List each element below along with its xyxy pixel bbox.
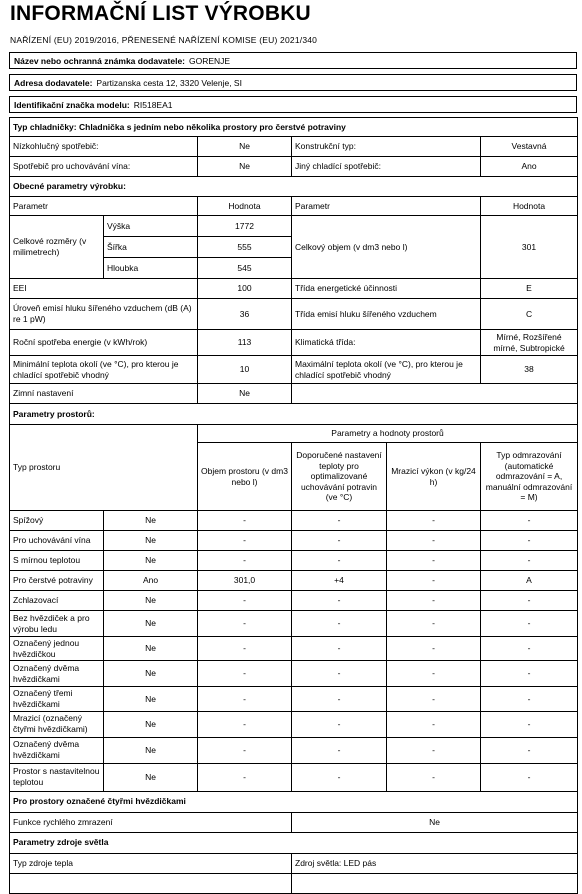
compartment-value: - [481, 511, 578, 531]
compartment-value: - [387, 571, 481, 591]
compartment-value: - [198, 531, 292, 551]
compartment-value: - [292, 637, 387, 661]
table-row: Minimální teplota okolí (ve °C), pro kterou je chladící spotřebič vhodný 10 Maximální teplota okolí (ve °C), pro kterou je chladící spotřebič vhodný 38 [10, 356, 578, 384]
model-id: RI518EA1 [133, 99, 173, 110]
compartment-value: - [387, 611, 481, 637]
table-row [10, 737, 578, 763]
table-row: Hloubka 545 [10, 258, 578, 279]
compartment-value: - [292, 737, 387, 763]
table-row [10, 637, 578, 661]
compartment-value: Ne [104, 637, 198, 661]
compartment-value: - [387, 687, 481, 711]
compartment-value: - [198, 687, 292, 711]
compartment-value: - [198, 511, 292, 531]
table-row: Typ zdroje tepla Zdroj světla: LED pás [10, 853, 578, 873]
compartment-value: - [481, 763, 578, 791]
compartment-value: Ne [104, 551, 198, 571]
table-row [10, 687, 578, 711]
compartment-type: Označený třemi hvězdičkami [10, 687, 104, 711]
compartment-value: Ano [104, 571, 198, 591]
table-row [10, 661, 578, 687]
compartment-value: Ne [104, 591, 198, 611]
table-row [10, 591, 578, 611]
compartment-value: - [387, 511, 481, 531]
compartment-value: - [387, 661, 481, 687]
table-row: Úroveň emisí hluku šířeného vzduchem (dB (A) re 1 pW) 36 Třída emisí hluku šířeného vzduchem C [10, 299, 578, 330]
compartment-value: - [198, 737, 292, 763]
compartment-value: - [198, 551, 292, 571]
compartment-value: - [387, 637, 481, 661]
compartment-type: S mírnou teplotou [10, 551, 104, 571]
table-header-row: Objem prostoru (v dm3 nebo l) Doporučené nastavení teploty pro optimalizované uchovávání potravin (ve °C) Mrazicí výkon (v kg/24 h) Typ odmrazování (automatické odmrazování = A, manuální odmrazování = M) [10, 443, 578, 511]
compartment-value: - [198, 661, 292, 687]
compartment-type: Bez hvězdiček a pro výrobu ledu [10, 611, 104, 637]
compartment-type: Označený jednou hvězdičkou [10, 637, 104, 661]
compartment-value: - [481, 531, 578, 551]
table-row: Zimní nastavení Ne [10, 384, 578, 404]
model-row [9, 96, 577, 113]
table-row [10, 571, 578, 591]
compartment-type: Spížový [10, 511, 104, 531]
compartment-value: - [481, 611, 578, 637]
compartment-value: Ne [104, 511, 198, 531]
compartment-type: Označený dvěma hvězdičkami [10, 661, 104, 687]
compartment-value: - [387, 531, 481, 551]
compartment-value: - [387, 737, 481, 763]
fridge-type-row: Typ chladničky: Chladnička s jedním nebo několika prostory pro čerstvé potraviny [10, 118, 578, 137]
table-row: Roční spotřeba energie (v kWh/rok) 113 Klimatická třída: Mírné, Rozšířené mírné, Subtropické [10, 330, 578, 356]
compartment-value: - [292, 661, 387, 687]
compartment-value: - [481, 591, 578, 611]
compartment-value: Ne [104, 763, 198, 791]
compartment-value: - [292, 711, 387, 737]
compartment-value: - [198, 611, 292, 637]
dims-label: Celkové rozměry (v milimetrech) [10, 216, 104, 279]
compartment-type: Označený dvěma hvězdičkami [10, 737, 104, 763]
table-row [10, 611, 578, 637]
model-label: Identifikační značka modelu: [14, 99, 130, 110]
compartment-value: - [481, 661, 578, 687]
table-row: EEI 100 Třída energetické účinnosti E [10, 279, 578, 299]
supplier-name: GORENJE [189, 55, 231, 66]
table-row: Celkové rozměry (v milimetrech) Výška 1772 Celkový objem (v dm3 nebo l) 301 [10, 216, 578, 237]
table-row [10, 531, 578, 551]
compartment-value: Ne [104, 611, 198, 637]
table-row: Funkce rychlého zmrazení Ne [10, 812, 578, 832]
compartment-value: - [387, 551, 481, 571]
regulation-subtitle: NAŘÍZENÍ (EU) 2019/2016, PŘENESENÉ NAŘÍZENÍ KOMISE (EU) 2021/340 [10, 35, 318, 45]
general-params-heading: Obecné parametry výrobku: [10, 177, 578, 197]
table-header-row: Parametr Hodnota Parametr Hodnota [10, 197, 578, 216]
table-row [10, 873, 578, 893]
compartment-value: - [481, 737, 578, 763]
supplier-name-label: Název nebo ochranná známka dodavatele: [14, 55, 185, 66]
compartment-value: - [198, 591, 292, 611]
compartment-value: Ne [104, 661, 198, 687]
compartment-value: A [481, 571, 578, 591]
four-star-heading: Pro prostory označené čtyřmi hvězdičkami [10, 791, 578, 812]
light-heading: Parametry zdroje světla [10, 832, 578, 853]
table-row: Spotřebič pro uchovávání vína: Ne Jiný chladící spotřebič: Ano [10, 157, 578, 177]
compartment-value: Ne [104, 687, 198, 711]
compartment-value: - [292, 531, 387, 551]
compartment-value: - [387, 591, 481, 611]
compartment-value: Ne [104, 737, 198, 763]
compartment-type: Pro čerstvé potraviny [10, 571, 104, 591]
supplier-name-row [9, 52, 577, 69]
table-header-row: Typ prostoru Parametry a hodnoty prostorů [10, 425, 578, 443]
compartment-value: - [481, 637, 578, 661]
compartment-type: Mrazicí (označený čtyřmi hvězdičkami) [10, 711, 104, 737]
compartment-value: - [292, 763, 387, 791]
product-info-table [9, 117, 578, 894]
compartments-heading: Parametry prostorů: [10, 404, 578, 425]
compartment-type: Prostor s nastavitelnou teplotou [10, 763, 104, 791]
compartment-value: - [198, 763, 292, 791]
compartment-value: 301,0 [198, 571, 292, 591]
table-row [10, 551, 578, 571]
compartment-value: Ne [104, 531, 198, 551]
page-title: INFORMAČNÍ LIST VÝROBKU [10, 2, 311, 25]
table-row [10, 711, 578, 737]
compartment-value: - [481, 551, 578, 571]
compartment-value: +4 [292, 571, 387, 591]
compartment-value: - [292, 551, 387, 571]
table-row: Nízkohlučný spotřebič: Ne Konstrukční typ: Vestavná [10, 137, 578, 157]
supplier-address: Partizanska cesta 12, 3320 Velenje, SI [96, 77, 242, 88]
table-row: Šířka 555 [10, 237, 578, 258]
compartment-type: Pro uchovávání vína [10, 531, 104, 551]
table-row [10, 763, 578, 791]
compartment-value: - [198, 711, 292, 737]
compartment-type: Zchlazovací [10, 591, 104, 611]
compartment-value: - [387, 763, 481, 791]
table-row [10, 511, 578, 531]
compartment-value: - [292, 611, 387, 637]
compartment-value: - [292, 687, 387, 711]
supplier-address-row [9, 74, 577, 91]
supplier-address-label: Adresa dodavatele: [14, 77, 93, 88]
compartment-value: - [292, 511, 387, 531]
compartment-value: Ne [104, 711, 198, 737]
compartment-value: - [292, 591, 387, 611]
compartment-value: - [481, 687, 578, 711]
compartment-value: - [387, 711, 481, 737]
compartment-value: - [481, 711, 578, 737]
compartment-value: - [198, 637, 292, 661]
